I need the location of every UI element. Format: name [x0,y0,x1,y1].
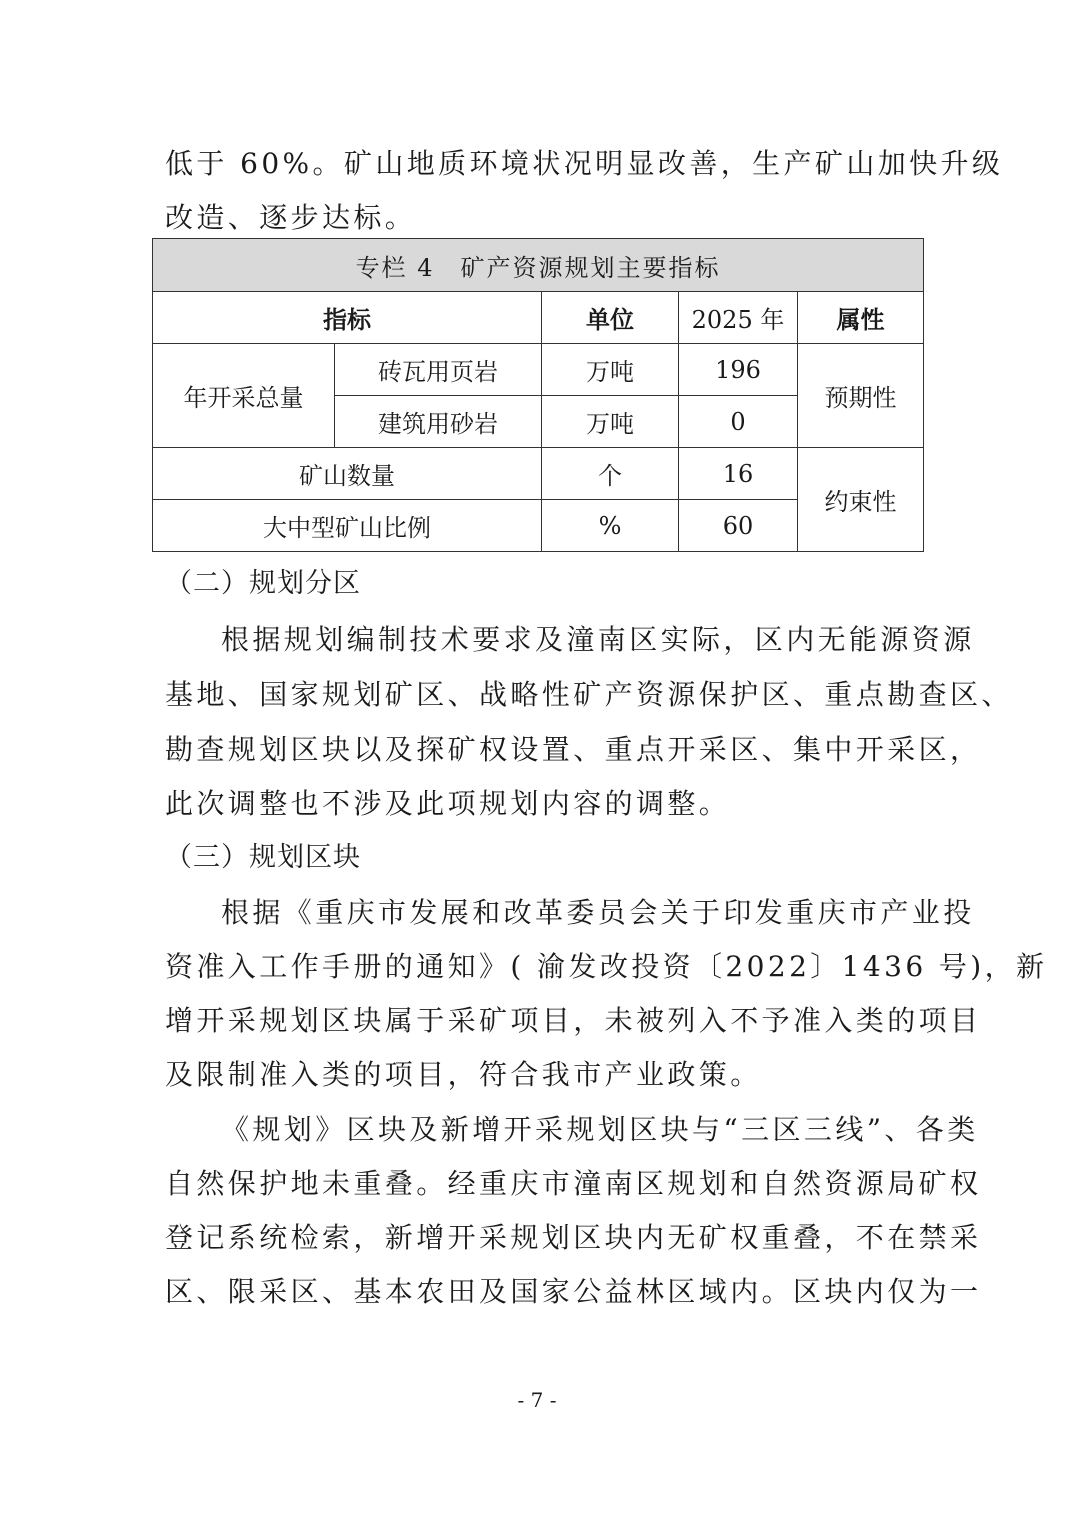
text-line: 自然保护地未重叠。经重庆市潼南区规划和自然资源局矿权 [165,1167,982,1200]
text-line: 及限制准入类的项目，符合我市产业政策。 [165,1058,762,1091]
row-name: 大中型矿山比例 [153,500,542,552]
group-label: 年开采总量 [153,344,335,448]
table-row [153,344,924,396]
indicator-table [152,238,924,552]
row-attribute: 预期性 [798,344,924,448]
text-line: 登记系统检索，新增开采规划区块内无矿权重叠，不在禁采 [165,1221,982,1254]
row-unit: 个 [542,448,679,500]
row-name: 砖瓦用页岩 [335,344,542,396]
header-indicator: 指标 [153,292,542,344]
text-line: 此次调整也不涉及此项规划内容的调整。 [165,787,731,820]
text-line: 《规划》区块及新增开采规划区块与“三区三线”、各类 [221,1113,979,1146]
header-unit: 单位 [542,292,679,344]
row-value: 60 [679,500,798,552]
text-line: 增开采规划区块属于采矿项目，未被列入不予准入类的项目 [165,1004,982,1037]
table-row [153,448,924,500]
row-name: 矿山数量 [153,448,542,500]
header-attribute: 属性 [798,292,924,344]
row-value: 196 [679,344,798,396]
row-unit: % [542,500,679,552]
text-line: 改造、逐步达标。 [165,201,417,234]
text-line: 资准入工作手册的通知》( 渝发改投资〔2022〕1436 号)，新 [165,950,1048,983]
page-number: - 7 - [517,1388,557,1412]
section-heading: （二）规划分区 [165,568,361,599]
table-caption: 专栏 4 矿产资源规划主要指标 [153,239,924,292]
text-line: 区、限采区、基本农田及国家公益林区域内。区块内仅为一 [165,1275,982,1308]
text-line: 勘查规划区块以及探矿权设置、重点开采区、集中开采区， [165,733,982,766]
row-name: 建筑用砂岩 [335,396,542,448]
text-line: 基地、国家规划矿区、战略性矿产资源保护区、重点勘查区、 [165,678,1013,711]
row-attribute: 约束性 [798,448,924,552]
header-year: 2025 年 [679,292,798,344]
text-line: 根据规划编制技术要求及潼南区实际，区内无能源资源 [221,623,975,656]
row-value: 16 [679,448,798,500]
row-unit: 万吨 [542,396,679,448]
row-value: 0 [679,396,798,448]
text-line: 低于 60%。矿山地质环境状况明显改善，生产矿山加快升级 [165,147,1004,180]
row-unit: 万吨 [542,344,679,396]
section-heading: （三）规划区块 [165,842,361,873]
text-line: 根据《重庆市发展和改革委员会关于印发重庆市产业投 [221,896,975,929]
